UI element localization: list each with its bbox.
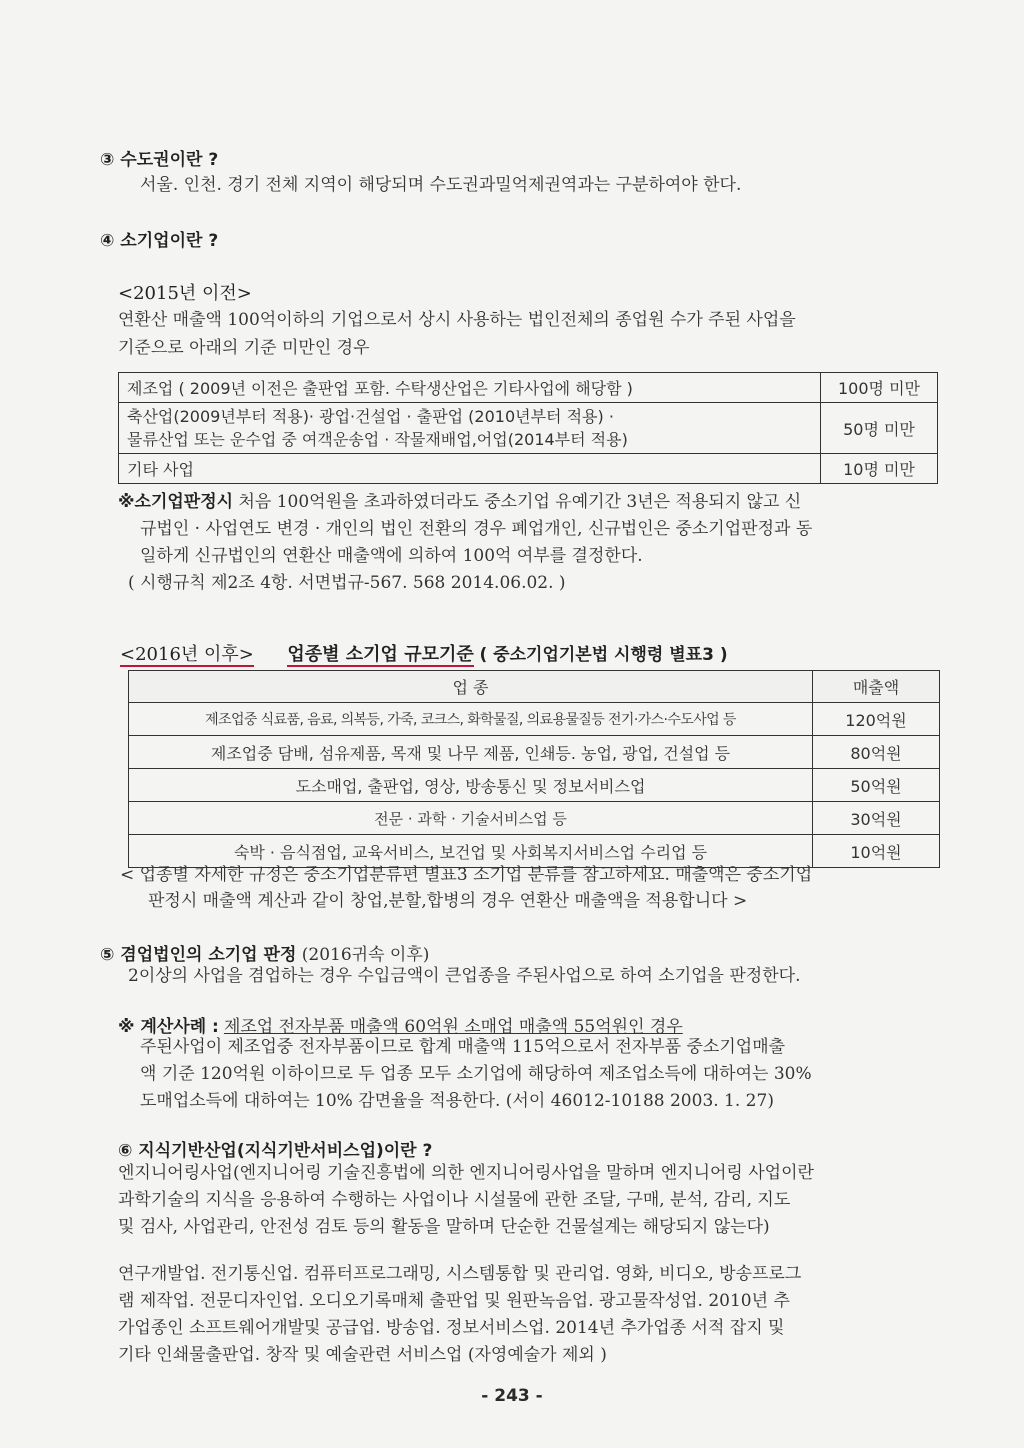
- industry-line: 물류산업 또는 운수업 중 여객운송업 · 작물재배업,어업(2014부터 적용): [127, 430, 628, 449]
- pre-2015-line1: 연환산 매출액 100억이하의 기업으로서 상시 사용하는 법인전체의 종업원 수가 주된 사업을: [118, 310, 796, 330]
- post-2016-note-line2: 판정시 매출액 계산과 같이 창업,분할,합병의 경우 연환산 매출액을 적용합니다 >: [148, 891, 748, 911]
- sales-column-header: 매출액: [813, 671, 940, 703]
- section-6-p2-line3: 가업종인 소프트웨어개발및 공급업. 방송업. 정보서비스업. 2014년 추가업종 서적 잡지 및: [118, 1318, 785, 1338]
- section-6-p1-line1: 엔지니어링사업(엔지니어링 기술진흥법에 의한 엔지니어링사업을 말하며 엔지니어링 사업이란: [118, 1163, 814, 1183]
- industry-line: 축산업(2009년부터 적용)· 광업·건설업 · 출판업 (2010년부터 적용) ·: [127, 407, 614, 426]
- section-5-body: 2이상의 사업을 겸업하는 경우 수입금액이 큰업종을 주된사업으로 하여 소기업을 판정한다.: [128, 966, 801, 986]
- section-6-p1-line3: 및 검사, 사업관리, 안전성 검토 등의 활동을 말하며 단순한 건물설계는 해당되지 않는다): [118, 1217, 770, 1237]
- industry-column-header: 업 종: [129, 671, 813, 703]
- section-5-heading: ⑤ 겸업법인의 소기업 판정: [100, 945, 297, 965]
- table-row: [119, 403, 938, 454]
- note-label: ※소기업판정시: [118, 492, 234, 512]
- table-row: [119, 454, 938, 484]
- calculation-line1: 주된사업이 제조업중 전자부품이므로 합계 매출액 115억으로서 전자부품 중소기업매출: [140, 1037, 786, 1057]
- small-business-note-line2: 규법인 · 사업연도 변경 · 개인의 법인 전환의 경우 폐업개인, 신규법인은 중소기업판정과 동: [140, 519, 813, 539]
- section-5-heading-suffix: (2016귀속 이후): [296, 945, 430, 965]
- sales-cell: 80억원: [813, 736, 940, 769]
- table-row: [129, 736, 940, 769]
- sales-cell: 120억원: [813, 703, 940, 736]
- industry-cell: 숙박 · 음식점업, 교육서비스, 보건업 및 사회복지서비스업 수리업 등: [129, 835, 813, 868]
- industry-cell: 제조업 ( 2009년 이전은 출판업 포함. 수탁생산업은 기타사업에 해당함 ): [119, 373, 821, 403]
- post-2016-reference: ( 중소기업기본법 시행령 별표3 ): [479, 645, 728, 665]
- section-6-p2-line4: 기타 인쇄물출판업. 창작 및 예술관련 서비스업 (자영예술가 제외 ): [118, 1345, 607, 1365]
- section-3-heading: ③ 수도권이란 ?: [100, 150, 219, 170]
- industry-cell: 제조업중 식료품, 음료, 의복등, 가죽, 코크스, 화학물질, 의료용물질등 전기·가스·수도사업 등: [129, 703, 813, 736]
- industry-cell: 전문 · 과학 · 기술서비스업 등: [129, 802, 813, 835]
- section-4-heading: ④ 소기업이란 ?: [100, 231, 219, 251]
- post-2016-subtitle: 업종별 소기업 규모기준: [287, 644, 474, 665]
- section-6-p1-line2: 과학기술의 지식을 응용하여 수행하는 사업이나 시설물에 관한 조달, 구매, 분석, 감리, 지도: [118, 1190, 791, 1210]
- note-text: 처음 100억원을 초과하였더라도 중소기업 유예기간 3년은 적용되지 않고 신: [233, 492, 802, 512]
- sales-cell: 30억원: [813, 802, 940, 835]
- employee-limit-cell: 10명 미만: [821, 454, 938, 484]
- sales-cell: 10억원: [813, 835, 940, 868]
- section-6-p2-line1: 연구개발업. 전기통신업. 컴퓨터프로그래밍, 시스템통합 및 관리업. 영화, 비디오, 방송프로그: [118, 1264, 802, 1284]
- post-2016-criteria-table: [128, 670, 940, 868]
- page-number: - 243 -: [481, 1386, 543, 1406]
- small-business-note-line1: [118, 489, 801, 516]
- industry-cell: [119, 403, 821, 454]
- section-6-heading: ⑥ 지식기반산업(지식기반서비스업)이란 ?: [118, 1141, 433, 1161]
- section-3-body: 서울. 인천. 경기 전체 지역이 해당되며 수도권과밀억제권역과는 구분하여야 한다.: [140, 175, 742, 195]
- pre-2015-criteria-table: [118, 372, 938, 484]
- industry-cell: 제조업중 담배, 섬유제품, 목재 및 나무 제품, 인쇄등. 농업, 광업, 건설업 등: [129, 736, 813, 769]
- table-header-row: [129, 671, 940, 703]
- industry-cell: 기타 사업: [119, 454, 821, 484]
- industry-cell: 도소매업, 출판업, 영상, 방송통신 및 정보서비스업: [129, 769, 813, 802]
- small-business-note-line3: 일하게 신규법인의 연환산 매출액에 의하여 100억 여부를 결정한다.: [140, 546, 643, 566]
- post-2016-title-row: [120, 640, 728, 666]
- table-row: [129, 802, 940, 835]
- post-2016-title: <2016년 이후>: [120, 644, 254, 665]
- calculation-example-text: 제조업 전자부품 매출액 60억원 소매업 매출액 55억원인 경우: [223, 1017, 683, 1037]
- calculation-line3: 도매업소득에 대하여는 10% 감면율을 적용한다. (서이 46012-10188 2003. 1. 27): [140, 1091, 774, 1111]
- sales-cell: 50억원: [813, 769, 940, 802]
- employee-limit-cell: 100명 미만: [821, 373, 938, 403]
- table-row: [129, 703, 940, 736]
- small-business-note-line4: ( 시행규칙 제2조 4항. 서면법규-567. 568 2014.06.02. ): [128, 573, 566, 593]
- calculation-example-label: ※ 계산사례 :: [118, 1017, 219, 1037]
- employee-limit-cell: 50명 미만: [821, 403, 938, 454]
- section-6-p2-line2: 램 제작업. 전문디자인업. 오디오기록매체 출판업 및 원판녹음업. 광고물작성업. 2010년 추: [118, 1291, 790, 1311]
- calculation-line2: 액 기준 120억원 이하이므로 두 업종 모두 소기업에 해당하여 제조업소득에 대하여는 30%: [140, 1064, 812, 1084]
- pre-2015-title: <2015년 이전>: [118, 283, 252, 304]
- pre-2015-line2: 기준으로 아래의 기준 미만인 경우: [118, 338, 370, 358]
- post-2016-note-line1: < 업종별 자세한 규정은 중소기업분류편 별표3 소기업 분류를 참고하세요. 매출액은 중소기업: [120, 865, 813, 885]
- table-row: [129, 769, 940, 802]
- table-row: [119, 373, 938, 403]
